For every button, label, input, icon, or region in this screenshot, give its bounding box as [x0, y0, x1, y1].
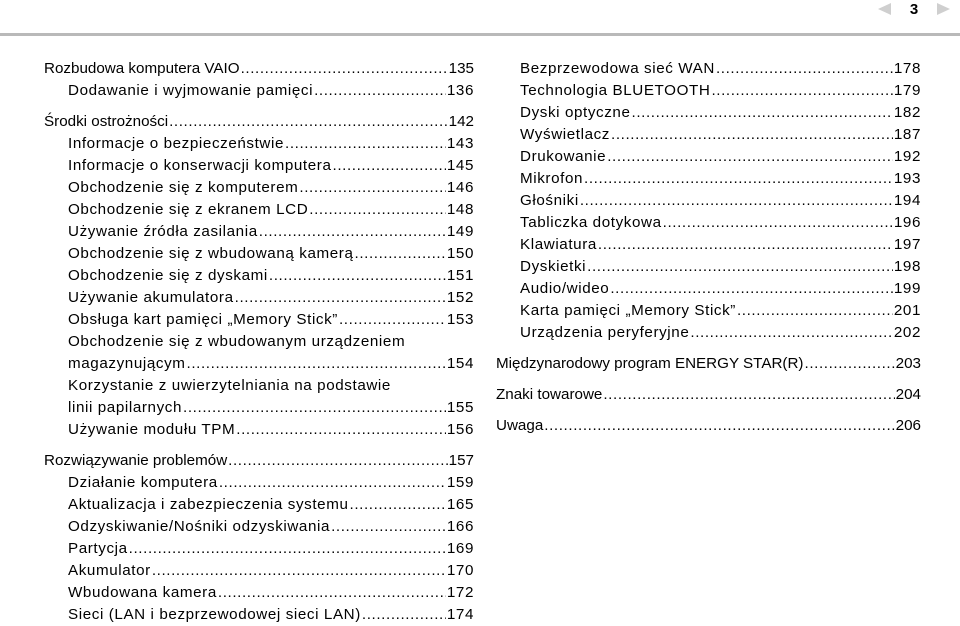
toc-entry-title: Partycja — [68, 540, 128, 557]
toc-entry[interactable] — [44, 375, 474, 419]
toc-leader — [580, 190, 893, 212]
toc-entry-page: 193 — [893, 170, 921, 187]
toc-entry-title: Drukowanie — [520, 148, 607, 165]
toc-entry-title: Obchodzenie się z dyskami — [68, 267, 268, 284]
toc-entry-page: 201 — [893, 302, 921, 319]
toc-entry-title: Dodawanie i wyjmowanie pamięci — [68, 82, 314, 99]
toc-entry[interactable] — [496, 300, 921, 322]
toc-entry[interactable] — [44, 287, 474, 309]
toc-leader — [331, 516, 446, 538]
toc-leader — [603, 384, 894, 406]
toc-entry-page: 159 — [446, 474, 474, 491]
toc-entry-page: 199 — [893, 280, 921, 297]
toc-entry[interactable] — [44, 309, 474, 331]
toc-entry-title: Używanie akumulatora — [68, 289, 234, 306]
toc-entry-page: 194 — [893, 192, 921, 209]
toc-leader — [219, 472, 446, 494]
toc-entry[interactable] — [496, 415, 921, 437]
toc-entry-page: 136 — [446, 82, 474, 99]
toc-entry[interactable] — [44, 419, 474, 441]
toc-entry-title: Używanie źródła zasilania — [68, 223, 258, 240]
toc-entry-title: Obchodzenie się z wbudowaną kamerą — [68, 245, 354, 262]
toc-entry-page: 202 — [893, 324, 921, 341]
toc-entry-title: Wyświetlacz — [520, 126, 611, 143]
toc-leader — [737, 300, 893, 322]
toc-leader — [610, 278, 893, 300]
toc-entry-title: Klawiatura — [520, 236, 597, 253]
toc-entry-title-line1: Obchodzenie się z wbudowanym urządzeniem — [68, 333, 406, 350]
toc-leader — [285, 133, 446, 155]
toc-entry-page: 166 — [446, 518, 474, 535]
toc-entry-title: Karta pamięci „Memory Stick” — [520, 302, 736, 319]
toc-entry[interactable] — [496, 58, 921, 80]
toc-leader — [269, 265, 446, 287]
toc-entry-page: 135 — [448, 60, 474, 77]
toc-entry-page: 143 — [446, 135, 474, 152]
toc-entry-page: 198 — [893, 258, 921, 275]
toc-entry-page: 196 — [893, 214, 921, 231]
toc-entry[interactable] — [496, 353, 921, 375]
toc-entry-title: Informacje o konserwacji komputera — [68, 157, 332, 174]
toc-entry-page: 179 — [893, 82, 921, 99]
toc-leader — [187, 353, 446, 375]
toc-entry[interactable] — [44, 582, 474, 604]
previous-page-arrow-icon[interactable] — [878, 3, 891, 15]
toc-left-column — [44, 58, 474, 626]
toc-entry[interactable] — [496, 80, 921, 102]
toc-entry-page: 151 — [446, 267, 474, 284]
next-page-arrow-icon[interactable] — [937, 3, 950, 15]
toc-entry-page: 156 — [446, 421, 474, 438]
toc-entry-title: Informacje o bezpieczeństwie — [68, 135, 285, 152]
toc-entry[interactable] — [44, 133, 474, 155]
toc-entry-title: Obchodzenie się z komputerem — [68, 179, 299, 196]
toc-entry-title: Obsługa kart pamięci „Memory Stick” — [68, 311, 338, 328]
toc-entry-title: Aktualizacja i zabezpieczenia systemu — [68, 496, 349, 513]
toc-leader — [690, 322, 892, 344]
toc-entry[interactable] — [496, 234, 921, 256]
toc-entry-page: 150 — [446, 245, 474, 262]
toc-entry-page: 157 — [448, 452, 474, 469]
toc-right-column — [496, 58, 921, 437]
toc-leader — [544, 415, 894, 437]
toc-entry[interactable] — [44, 494, 474, 516]
toc-entry-title: Działanie komputera — [68, 474, 218, 491]
toc-leader — [169, 111, 448, 133]
toc-entry-page: 203 — [895, 355, 921, 372]
header-divider — [0, 33, 960, 36]
toc-entry[interactable] — [44, 199, 474, 221]
toc-entry[interactable] — [44, 604, 474, 626]
toc-entry-title: Obchodzenie się z ekranem LCD — [68, 201, 309, 218]
toc-entry-title: Rozwiązywanie problemów — [44, 452, 228, 469]
toc-entry-page: 154 — [446, 355, 474, 372]
toc-entry[interactable] — [496, 278, 921, 300]
toc-leader — [350, 494, 446, 516]
toc-entry-title: Mikrofon — [520, 170, 584, 187]
toc-leader — [587, 256, 893, 278]
toc-entry[interactable] — [44, 111, 474, 133]
toc-leader — [607, 146, 893, 168]
toc-entry-page: 206 — [895, 417, 921, 434]
toc-entry-page: 146 — [446, 179, 474, 196]
toc-entry[interactable] — [496, 168, 921, 190]
toc-entry[interactable] — [496, 384, 921, 406]
toc-leader — [218, 582, 446, 604]
toc-entry-title: Odzyskiwanie/Nośniki odzyskiwania — [68, 518, 331, 535]
toc-leader — [584, 168, 893, 190]
page-header — [0, 0, 960, 32]
toc-entry-title: Środki ostrożności — [44, 113, 169, 130]
toc-entry[interactable] — [44, 243, 474, 265]
toc-entry-title: Międzynarodowy program ENERGY STAR(R) — [496, 355, 804, 372]
toc-entry-title: Urządzenia peryferyjne — [520, 324, 690, 341]
toc-entry-title: Wbudowana kamera — [68, 584, 217, 601]
toc-leader — [611, 124, 893, 146]
toc-entry-title: Tabliczka dotykowa — [520, 214, 662, 231]
toc-leader — [152, 560, 446, 582]
toc-entry-title: linii papilarnych — [68, 399, 183, 416]
toc-leader — [299, 177, 445, 199]
toc-entry[interactable] — [44, 58, 474, 80]
toc-entry-page: 182 — [893, 104, 921, 121]
toc-entry[interactable] — [44, 516, 474, 538]
toc-leader — [663, 212, 893, 234]
toc-entry[interactable] — [44, 538, 474, 560]
toc-entry-page: 165 — [446, 496, 474, 513]
toc-entry-page: 148 — [446, 201, 474, 218]
toc-entry[interactable] — [44, 472, 474, 494]
toc-entry-page: 169 — [446, 540, 474, 557]
toc-entry[interactable] — [496, 322, 921, 344]
toc-entry-title: Znaki towarowe — [496, 386, 603, 403]
toc-entry[interactable] — [496, 212, 921, 234]
toc-leader — [333, 155, 446, 177]
toc-entry[interactable] — [496, 146, 921, 168]
toc-entry-title: Dyskietki — [520, 258, 587, 275]
toc-leader — [236, 419, 446, 441]
toc-entry-title: Rozbudowa komputera VAIO — [44, 60, 240, 77]
toc-leader — [632, 102, 893, 124]
toc-entry-page: 172 — [446, 584, 474, 601]
toc-leader — [259, 221, 446, 243]
toc-entry[interactable] — [496, 256, 921, 278]
toc-entry[interactable] — [44, 177, 474, 199]
toc-entry[interactable] — [496, 190, 921, 212]
toc-entry-page: 152 — [446, 289, 474, 306]
toc-entry-page: 192 — [893, 148, 921, 165]
page-number: 3 — [909, 0, 919, 18]
toc-entry-title: Technologia BLUETOOTH — [520, 82, 711, 99]
toc-leader — [362, 604, 446, 626]
toc-leader — [355, 243, 446, 265]
toc-entry-page: 204 — [895, 386, 921, 403]
toc-leader — [711, 80, 892, 102]
toc-entry-title: Uwaga — [496, 417, 544, 434]
toc-entry[interactable] — [44, 331, 474, 375]
toc-entry[interactable] — [44, 560, 474, 582]
toc-entry[interactable] — [44, 450, 474, 472]
toc-entry-page: 170 — [446, 562, 474, 579]
toc-entry-page: 197 — [893, 236, 921, 253]
toc-entry-title: magazynującym — [68, 355, 186, 372]
toc-entry-page: 149 — [446, 223, 474, 240]
toc-entry-title-line1: Korzystanie z uwierzytelniania na podstawie — [68, 377, 391, 394]
toc-entry-title: Bezprzewodowa sieć WAN — [520, 60, 715, 77]
toc-leader — [228, 450, 447, 472]
toc-entry[interactable] — [496, 124, 921, 146]
toc-entry[interactable] — [44, 155, 474, 177]
toc-leader — [241, 58, 448, 80]
toc-leader — [129, 538, 446, 560]
toc-entry-page: 142 — [448, 113, 474, 130]
toc-leader — [309, 199, 446, 221]
toc-entry-title: Głośniki — [520, 192, 579, 209]
toc-entry-page: 174 — [446, 606, 474, 623]
toc-entry[interactable] — [44, 221, 474, 243]
toc-entry-page: 187 — [893, 126, 921, 143]
toc-entry[interactable] — [44, 265, 474, 287]
toc-entry[interactable] — [496, 102, 921, 124]
toc-entry-title: Sieci (LAN i bezprzewodowej sieci LAN) — [68, 606, 361, 623]
toc-entry-page: 155 — [446, 399, 474, 416]
page-navigation — [878, 0, 950, 18]
toc-leader — [235, 287, 446, 309]
toc-entry-page: 153 — [446, 311, 474, 328]
toc-leader — [314, 80, 446, 102]
toc-leader — [183, 397, 446, 419]
toc-entry-page: 178 — [893, 60, 921, 77]
toc-entry-title: Akumulator — [68, 562, 151, 579]
toc-leader — [716, 58, 893, 80]
toc-leader — [598, 234, 893, 256]
toc-entry-title: Audio/wideo — [520, 280, 610, 297]
toc-entry[interactable] — [44, 80, 474, 102]
toc-entry-title: Używanie modułu TPM — [68, 421, 236, 438]
toc-leader — [339, 309, 446, 331]
toc-entry-title: Dyski optyczne — [520, 104, 631, 121]
toc-leader — [805, 353, 895, 375]
toc-entry-page: 145 — [446, 157, 474, 174]
